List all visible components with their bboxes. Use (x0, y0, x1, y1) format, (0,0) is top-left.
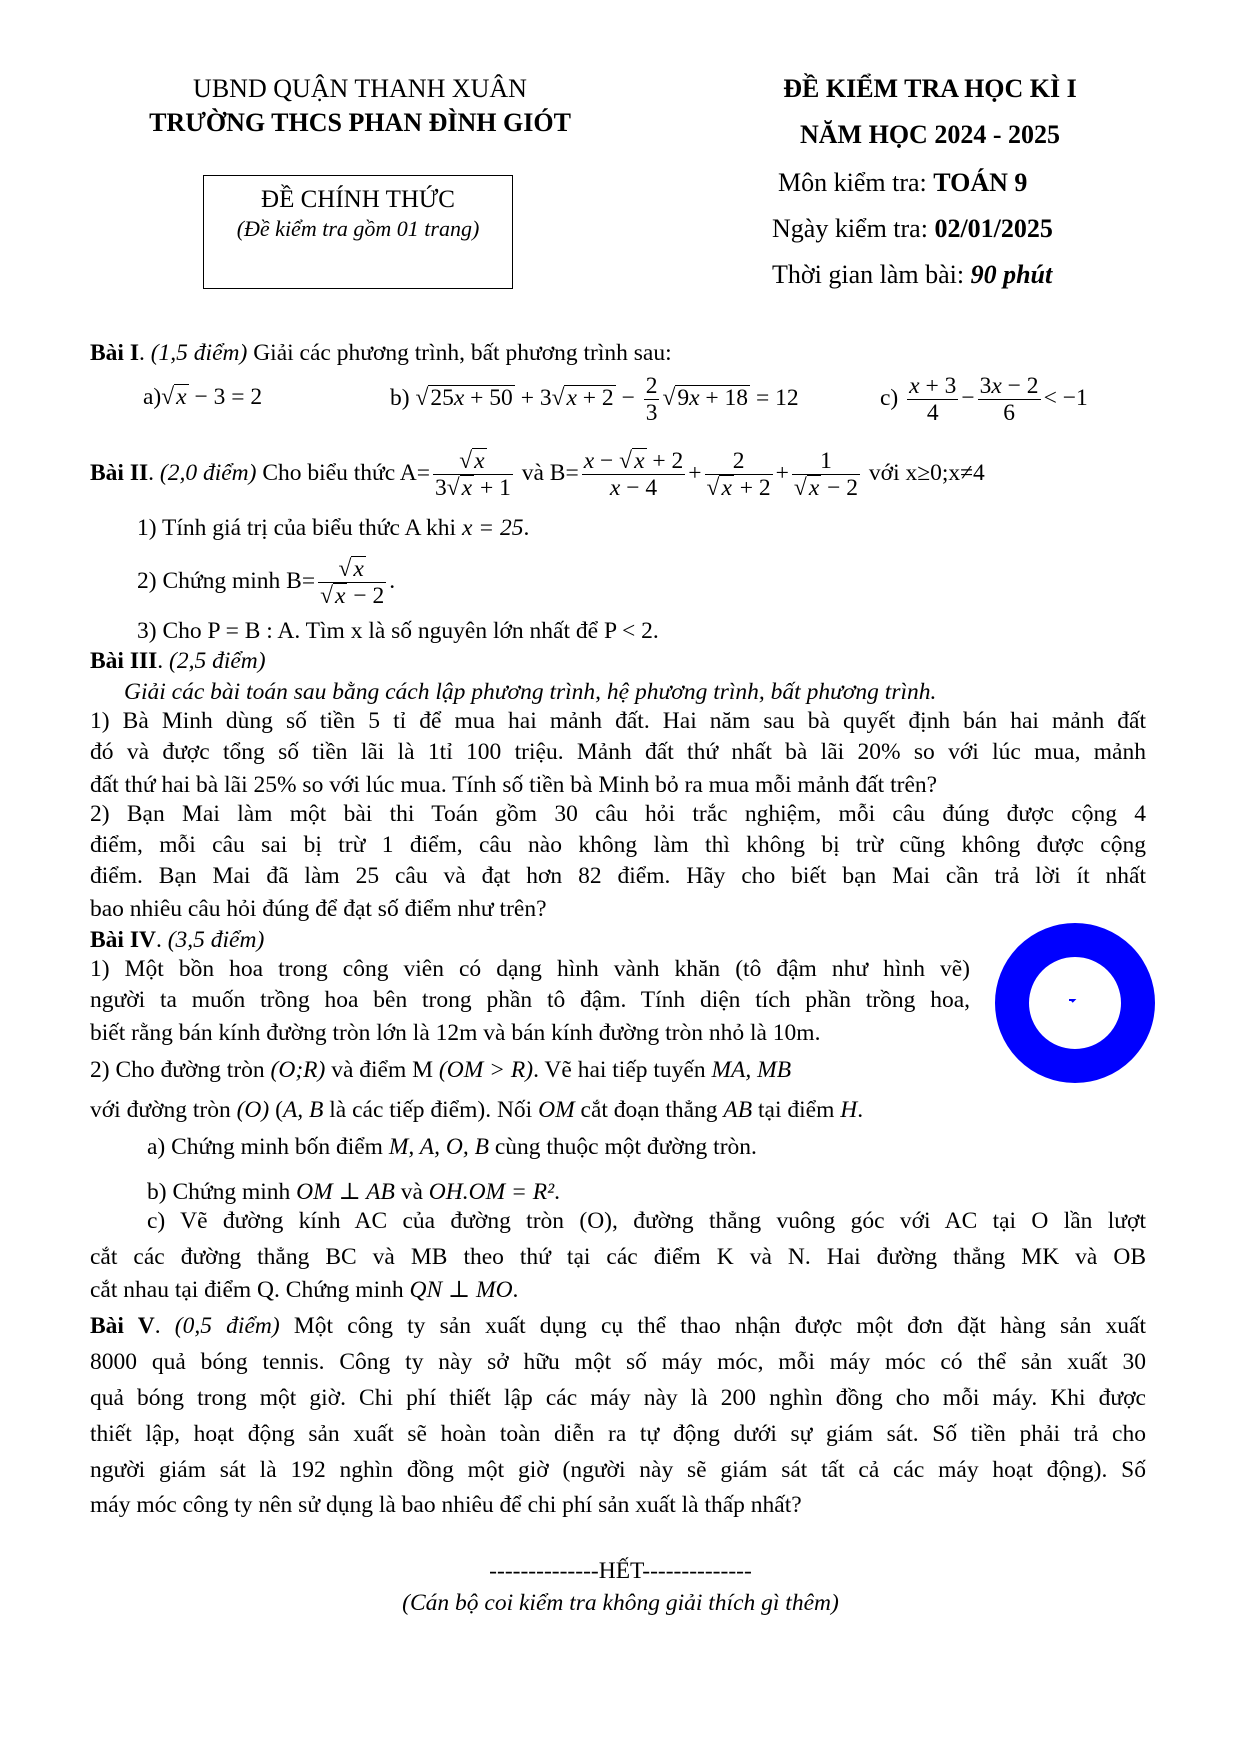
bai4-points: (3,5 điểm) (167, 927, 265, 953)
bai5-points: (0,5 điểm) (174, 1313, 280, 1339)
bai4-qb-text: b) Chứng minh (147, 1179, 297, 1205)
bai4-p1-line: biết rằng bán kính đường tròn lớn là 12m và bán kính đường tròn nhỏ là 10m. (90, 1020, 821, 1046)
proctor-note: (Cán bộ coi kiểm tra không giải thích gì thêm) (402, 1590, 839, 1616)
bai3-title: Bài III (90, 648, 158, 674)
bai4-p2-text: với đường tròn (90, 1097, 237, 1123)
bai4-p2-text: tại điểm (752, 1097, 841, 1123)
bai4-qa-text: cùng thuộc một đường tròn. (488, 1134, 757, 1160)
bai4-qa (147, 1132, 757, 1163)
bai4-title: Bài IV (90, 927, 156, 953)
subject-label: Môn kiểm tra: (778, 168, 934, 197)
bai2-text: Cho biểu thức A= (256, 460, 430, 486)
bai2-points: (2,0 điểm) (159, 460, 257, 486)
bai1-part-a: a)√ x − 3 = 2 (143, 382, 262, 413)
bai4-qb-math: OH.OM = R² (428, 1179, 555, 1205)
bai2-q3: 3) Cho P = B : A. Tìm x là số nguyên lớn nhất để P < 2. (137, 618, 659, 644)
bai3-p2-line: bao nhiêu câu hỏi đúng để đạt số điểm như trên? (90, 896, 547, 922)
bai4-p2-math: MA, MB (711, 1057, 792, 1083)
bai2-heading: Bài II. (2,0 điểm) Cho biểu thức A= √ $\frac{x}{3√ x + 1}$ và B= $\frac{x - √ x + 2}{x - 4}$ + 2 √ x + 2 + 1 √ x − 2 với x≥0;x≠4 (90, 444, 985, 502)
bai4-p2-math: AB (723, 1097, 753, 1123)
bai5-line: quả bóng trong một giờ. Chi phí thiết lập các máy này là 200 nghìn đồng cho mỗi máy. Khi được (90, 1385, 1146, 1411)
district-name: UBND QUẬN THANH XUÂN (193, 74, 527, 103)
bai1-points: (1,5 điểm) (150, 340, 248, 366)
bai4-p2-math: (OM > R) (438, 1057, 534, 1083)
bai4-p2-math: OM (538, 1097, 575, 1123)
bai3-p1-line: đó và được tổng số tiền lãi là 1tỉ 100 triệu. Mảnh đất thứ nhất bà lãi 20% so với lúc mua, mảnh (90, 739, 1146, 765)
bai4-p2-text: là các tiếp điểm). Nối (323, 1097, 539, 1123)
page-count-note: (Đề kiểm tra gồm 01 trang) (236, 216, 480, 241)
bai2-title: Bài II (90, 460, 149, 486)
end-marker: --------------HẾT-------------- (489, 1558, 752, 1584)
bai2-q1-expr: x = 25 (461, 515, 524, 541)
bai3-heading: Bài III. (2,5 điểm) (90, 648, 266, 674)
date-line (772, 214, 1053, 244)
bai4-qb (147, 1177, 560, 1208)
bai3-points: (2,5 điểm) (169, 648, 266, 674)
bai5-last-line: máy móc công ty nên sử dụng là bao nhiêu để chi phí sản xuất là thấp nhất? (90, 1492, 802, 1518)
bai4-qa-math: M, A, O, B (388, 1134, 489, 1160)
school-year: NĂM HỌC 2024 - 2025 (800, 120, 1060, 149)
bai3-p1-line: đất thứ hai bà lãi 25% so với lúc mua. Tính số tiền bà Minh bỏ ra mua mỗi mảnh đất trên? (90, 772, 938, 798)
bai1-c-label: c) (880, 385, 899, 411)
bai4-qa-text: a) Chứng minh bốn điểm (147, 1134, 389, 1160)
bai4-p2-math: H (840, 1097, 858, 1123)
bai2-q1: 1) Tính giá trị của biểu thức A khi x = 25. (137, 515, 530, 541)
bai4-p2-math: (O;R) (270, 1057, 326, 1083)
bai3-p2-line: điểm, mỗi câu sai bị trừ 1 điểm, câu nào không làm thì không bị trừ cũng không được cộng (90, 832, 1146, 858)
bai5-first: Một công ty sản xuất dụng cụ thể thao nhận được một đơn đặt hàng sản xuất (279, 1313, 1147, 1339)
bai4-qc-text: . (512, 1277, 519, 1303)
bai2-q1-text: 1) Tính giá trị của biểu thức A khi (137, 515, 462, 541)
official-exam-box (203, 175, 513, 289)
bai4-p2-text: 2) Cho đường tròn (90, 1057, 271, 1083)
annulus-figure (990, 918, 1160, 1088)
bai2-condition: với x≥0;x≠4 (863, 460, 985, 486)
bai4-p2-line2 (90, 1095, 863, 1126)
time-line (772, 260, 1052, 290)
bai4-p1-line: người ta muốn trồng hoa bên trong phần tô đậm. Tính diện tích phần trồng hoa, (90, 987, 970, 1013)
bai4-p2-text: và điểm M (325, 1057, 439, 1083)
time-label: Thời gian làm bài: (772, 260, 971, 289)
bai4-p1-line: 1) Một bồn hoa trong công viên có dạng hình vành khăn (tô đậm như hình vẽ) (90, 956, 970, 982)
bai4-p2-math: (O) (236, 1097, 270, 1123)
bai4-qc-line: cắt các đường thẳng BC và MB theo thứ tại các điểm K và N. Hai đường thẳng MK và OB (90, 1244, 1146, 1270)
bai1-b-label: b) (390, 385, 410, 411)
bai5-line: thiết lập, hoạt động sản xuất sẽ hoàn toàn diễn ra tự động dưới sự giám sát. Số tiền phải trả cho (90, 1421, 1146, 1447)
bai4-p2-text: . Vẽ hai tiếp tuyến (533, 1057, 712, 1083)
bai4-qb-text: . (554, 1179, 561, 1205)
bai3-p1-line: 1) Bà Minh dùng số tiền 5 tỉ để mua hai mảnh đất. Hai năm sau bà quyết định bán hai mảnh đất (90, 708, 1146, 734)
bai5-line: 8000 quả bóng tennis. Công ty này sở hữu một số máy móc, mỗi máy móc có thể sản xuất 30 (90, 1349, 1146, 1375)
bai1-title: Bài I (90, 340, 139, 366)
bai4-p2-math: A, B (282, 1097, 324, 1123)
bai2-q2: 2) Chứng minh B= √ x √ x − 2 . (137, 552, 395, 610)
official-exam-label: ĐỀ CHÍNH THỨC (261, 186, 455, 213)
bai4-qb-text: và (394, 1179, 429, 1205)
bai5-line1: Bài V. (0,5 điểm) Một công ty sản xuất dụng cụ thể thao nhận được một đơn đặt hàng sản xuất (90, 1313, 1147, 1339)
bai1-a-label: a) (143, 384, 162, 410)
bai2-and: và B= (515, 460, 579, 486)
subject-value: TOÁN 9 (933, 168, 1028, 197)
bai1-part-c: c) $\frac{x + 3}{4}$ − $\frac{3x - 2}{6}$ < −1 (880, 373, 1088, 427)
bai4-qc-line: c) Vẽ đường kính AC của đường tròn (O), đường thẳng vuông góc với AC tại O lần lượt (147, 1208, 1146, 1234)
bai4-p2-line1 (90, 1055, 791, 1086)
bai4-p2-text: cắt đoạn thẳng (574, 1097, 724, 1123)
bai3-intro: Giải các bài toán sau bằng cách lập phương trình, hệ phương trình, bất phương trình. (124, 679, 937, 705)
exam-title: ĐỀ KIỂM TRA HỌC KÌ I (783, 74, 1077, 103)
bai4-qc-text: cắt nhau tại điểm Q. Chứng minh (90, 1277, 410, 1303)
bai1-a-expr: − 3 = 2 (188, 384, 263, 410)
school-name: TRƯỜNG THCS PHAN ĐÌNH GIÓT (149, 108, 571, 137)
bai2-q2-text: 2) Chứng minh B= (137, 568, 316, 594)
bai4-qc-line3 (90, 1275, 518, 1306)
bai4-p2-text: ( (269, 1097, 283, 1123)
center-mark (1069, 1000, 1074, 1002)
date-value: 02/01/2025 (934, 214, 1053, 243)
bai3-p2-line: điểm. Bạn Mai đã làm 25 câu và đạt hơn 82 điểm. Hãy cho biết bạn Mai cần trả lời ít nhất (90, 863, 1146, 889)
bai5-title: Bài V (90, 1313, 155, 1339)
bai3-p2-line: 2) Bạn Mai làm một bài thi Toán gồm 30 câu hỏi trắc nghiệm, mỗi câu đúng được cộng 4 (90, 801, 1146, 827)
flower-bed-ring (1012, 940, 1138, 1066)
date-label: Ngày kiểm tra: (772, 214, 935, 243)
subject-line (778, 168, 1027, 198)
bai5-line: người giám sát là 192 nghìn đồng một giờ (người này sẽ giám sát tất cả các máy hoạt động). Số (90, 1457, 1146, 1483)
time-value: 90 phút (970, 260, 1053, 289)
bai1-heading: Bài I. (1,5 điểm) Giải các phương trình, bất phương trình sau: (90, 340, 672, 366)
bai1-text: Giải các phương trình, bất phương trình sau: (247, 340, 672, 366)
bai1-part-b: b) √ 25x + 50 + 3√ x + 2 − $\frac{2}{3}$ √ 9x + 18 = 12 (390, 372, 799, 426)
bai4-p2-text: . (857, 1097, 864, 1123)
bai4-qc-math: QN ⊥ MO (409, 1277, 513, 1303)
bai4-heading: Bài IV. (3,5 điểm) (90, 927, 265, 953)
bai4-qb-math: OM ⊥ AB (296, 1179, 395, 1205)
